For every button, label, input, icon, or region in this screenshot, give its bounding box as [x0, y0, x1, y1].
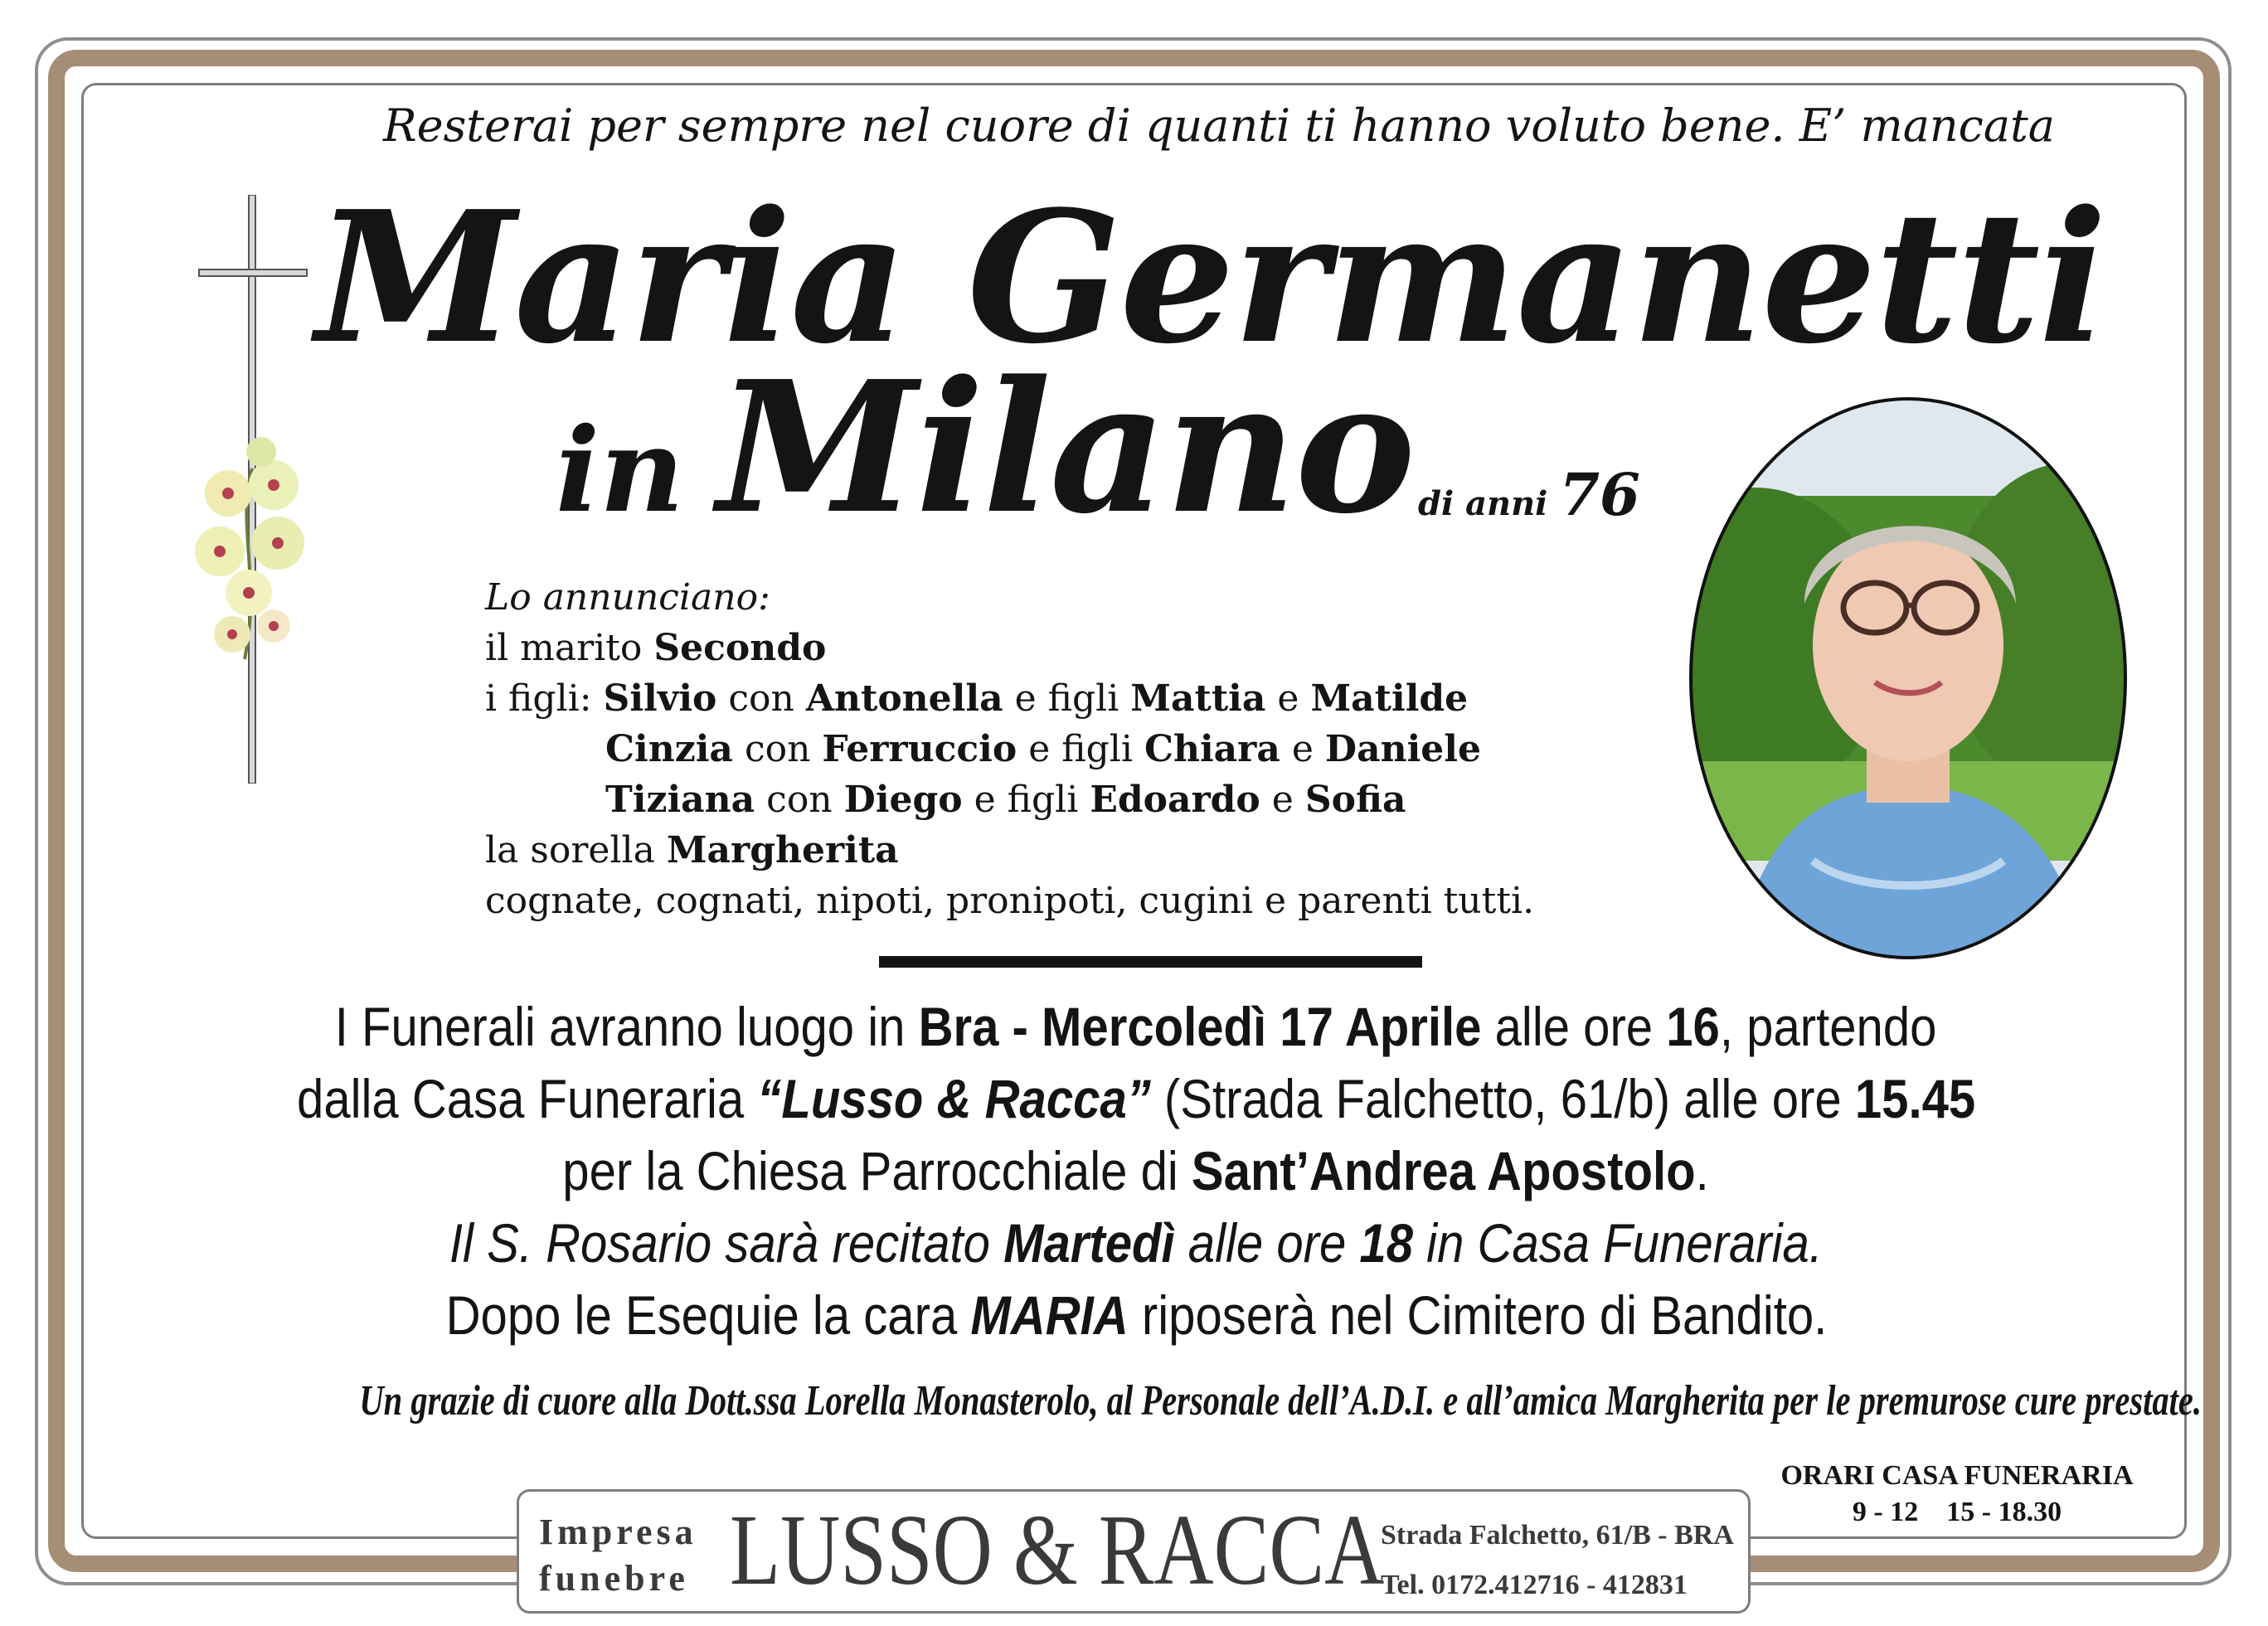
and-word: e	[1277, 677, 1299, 720]
phone: Tel. 0172.412716 - 412831	[1381, 1570, 1688, 1600]
funeral-time: 16	[1666, 996, 1721, 1057]
funeral-line-3	[108, 1135, 2164, 1207]
grandchild-name: Mattia	[1130, 677, 1266, 720]
text-segment: alle ore	[1187, 1212, 1347, 1274]
funeral-details	[108, 991, 2164, 1352]
brand-text: LUSSO & RACCA	[730, 1494, 1385, 1606]
husband-prefix: il marito	[485, 627, 643, 669]
child-name: Tiziana	[605, 779, 755, 821]
thanks-text: Un grazie di cuore alla Dott.ssa Lorella Monasterolo, al Personale dell’A.D.I. e all’amica Margherita per le premurose cure prestate.	[359, 1377, 2202, 1425]
grandchild-name: Chiara	[1144, 728, 1280, 770]
address: Strada Falchetto, 61/B - BRA	[1381, 1520, 1734, 1551]
child-line	[485, 774, 1646, 825]
child-spouse: Antonella	[805, 677, 1003, 720]
child-name: Cinzia	[605, 728, 733, 770]
husband-line	[485, 623, 1646, 673]
funeral-home-hours	[1741, 1458, 2173, 1531]
text-segment: alle ore	[1495, 996, 1654, 1057]
grandchild-name: Matilde	[1310, 677, 1469, 720]
impresa-label	[539, 1509, 697, 1602]
text-segment: I Funerali avranno luogo in	[335, 996, 906, 1057]
funeral-home-name: “Lusso & Racca”	[757, 1068, 1151, 1129]
family-announcement	[485, 572, 1646, 926]
thanks-note	[100, 1376, 2202, 1425]
hours-title: ORARI CASA FUNERARIA	[1780, 1460, 2134, 1491]
other-relatives: cognate, cognati, nipoti, pronipoti, cugini e parenti tutti.	[485, 880, 1535, 922]
divider-bar	[879, 956, 1422, 968]
funeral-place-date: Bra - Mercoledì 17 Aprile	[918, 996, 1482, 1057]
funeral-line-1	[108, 991, 2164, 1063]
portrait-photo	[1688, 396, 2128, 960]
text-segment: riposerà nel Cimitero di Bandito.	[1141, 1284, 1827, 1346]
rosary-line	[108, 1207, 2164, 1279]
child-spouse: Diego	[843, 779, 963, 821]
text-segment: , partendo	[1720, 996, 1937, 1057]
intro-text: Resterai per sempre nel cuore di quanti ti hanno voluto bene. E’ mancata	[382, 100, 2056, 152]
kids-prefix: e figli	[1028, 728, 1133, 770]
with-word: con	[766, 779, 833, 821]
family-heading: Lo annunciano:	[485, 576, 770, 619]
impresa-line-2: funebre	[539, 1558, 689, 1599]
sister-line	[485, 825, 1646, 876]
with-word: con	[728, 677, 794, 720]
church-name: Sant’Andrea Apostolo	[1192, 1140, 1697, 1201]
child-name: Silvio	[603, 677, 717, 720]
text-segment: dalla Casa Funeraria	[296, 1068, 745, 1129]
and-word: e	[1271, 779, 1294, 821]
rosary-day: Martedì	[1003, 1212, 1175, 1274]
text-segment: in Casa Funeraria.	[1426, 1212, 1824, 1274]
age-value: 76	[1559, 460, 1640, 529]
funeral-line-2	[108, 1063, 2164, 1135]
deceased-name: Maria Germanetti	[315, 172, 2106, 384]
text-segment: (Strada Falchetto, 61/b) alle ore	[1163, 1068, 1842, 1129]
grandchild-name: Sofia	[1304, 779, 1406, 821]
age	[1418, 460, 1640, 529]
text-segment: Il S. Rosario sarà recitato	[449, 1212, 991, 1274]
grandchild-name: Daniele	[1324, 728, 1481, 770]
sister-prefix: la sorella	[485, 829, 655, 871]
hours-afternoon: 15 - 18.30	[1946, 1497, 2062, 1527]
married-prefix: in	[556, 403, 684, 539]
kids-prefix: e figli	[974, 779, 1079, 821]
child-line	[485, 673, 1646, 724]
deceased-first-name: MARIA	[969, 1284, 1129, 1346]
children-prefix: i figli:	[485, 677, 592, 720]
text-segment: per la Chiesa Parrocchiale di	[562, 1140, 1179, 1201]
text-segment: .	[1696, 1140, 1710, 1201]
funeral-home-contact	[1381, 1511, 1734, 1610]
rosary-time: 18	[1359, 1212, 1414, 1274]
and-word: e	[1291, 728, 1314, 770]
kids-prefix: e figli	[1014, 677, 1119, 720]
burial-line	[108, 1279, 2164, 1352]
departure-time: 15.45	[1854, 1068, 1976, 1129]
child-spouse: Ferruccio	[822, 728, 1017, 770]
impresa-line-1: Impresa	[539, 1512, 697, 1552]
with-word: con	[744, 728, 811, 770]
hours-values	[1741, 1494, 2173, 1531]
hours-morning: 9 - 12	[1852, 1497, 1919, 1527]
age-label: di anni	[1418, 484, 1548, 523]
husband-name: Secondo	[653, 627, 827, 669]
sister-name: Margherita	[666, 829, 899, 871]
grandchild-name: Edoardo	[1090, 779, 1260, 821]
married-name: Milano	[716, 342, 1415, 554]
child-line	[485, 724, 1646, 774]
text-segment: Dopo le Esequie la cara	[445, 1284, 957, 1346]
